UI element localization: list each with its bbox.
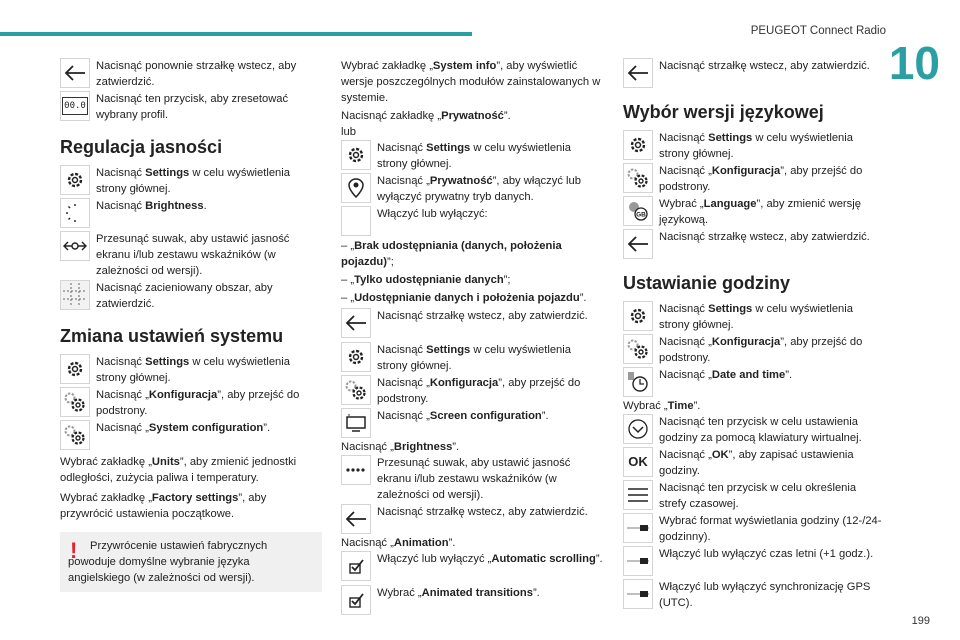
gear-icon bbox=[60, 165, 90, 195]
instruction-row: Nacisnąć Settings w celu wyświetlenia strony głównej. bbox=[60, 354, 322, 386]
instruction-row: Nacisnąć „System configuration”. bbox=[60, 420, 322, 450]
grid-area-icon bbox=[60, 280, 90, 310]
list-item: – „Brak udostępniania (danych, położenia pojazdu)”; bbox=[341, 240, 562, 268]
instruction-row: Nacisnąć Settings w celu wyświetlenia strony głównej. bbox=[341, 342, 603, 374]
instruction-row: Nacisnąć strzałkę wstecz, aby zatwierdzić. bbox=[341, 504, 603, 534]
section-heading-time: Ustawianie godziny bbox=[623, 273, 791, 293]
back-arrow-icon bbox=[341, 308, 371, 338]
instruction-row bbox=[60, 91, 322, 123]
instruction-row: Nacisnąć „Konfiguracja”, aby przejść do podstrony. bbox=[623, 334, 885, 366]
instruction-row: Nacisnąć „Konfiguracja”, aby przejść do podstrony. bbox=[623, 163, 885, 195]
instruction-row: Nacisnąć „Date and time”. bbox=[623, 367, 885, 397]
column-2 bbox=[341, 58, 603, 616]
dots-slider-icon bbox=[341, 455, 371, 485]
instruction-row: Przesunąć suwak, aby ustawić jasność ekranu i/lub zestawu wskaźników (w zależności od wersji). bbox=[341, 455, 603, 503]
back-arrow-icon bbox=[341, 504, 371, 534]
chapter-number: 10 bbox=[888, 37, 940, 89]
edit-dropdown-icon bbox=[623, 414, 653, 444]
clock-icon bbox=[623, 367, 653, 397]
instruction-row: Nacisnąć Settings w celu wyświetlenia strony głównej. bbox=[341, 140, 603, 172]
section-heading-brightness: Regulacja jasności bbox=[60, 137, 223, 157]
slider-icon bbox=[60, 231, 90, 261]
checkbox-icon bbox=[341, 551, 371, 581]
instruction-row: Nacisnąć strzałkę wstecz, aby zatwierdzić. bbox=[623, 229, 885, 259]
double-gear-icon bbox=[623, 334, 653, 364]
instruction-text: Nacisnąć strzałkę wstecz, aby zatwierdzić. bbox=[659, 60, 870, 72]
double-gear-icon bbox=[623, 163, 653, 193]
toggle-icon bbox=[623, 546, 653, 576]
instruction-row: OK Nacisnąć „OK”, aby zapisać ustawienia godziny. bbox=[623, 447, 885, 479]
reset-counter-icon: 00.0 bbox=[60, 91, 90, 121]
instruction-row: GB Wybrać „Language”, aby zmienić wersję językową. bbox=[623, 196, 885, 228]
header-accent-bar bbox=[0, 32, 472, 36]
double-gear-icon bbox=[341, 375, 371, 405]
instruction-row: Nacisnąć zacieniowany obszar, aby zatwierdzić. bbox=[60, 280, 322, 312]
page-number: 199 bbox=[911, 615, 930, 627]
blank-icon bbox=[341, 206, 371, 236]
toggle-icon bbox=[623, 513, 653, 543]
paragraph: Nacisnąć „Animation”. bbox=[341, 537, 456, 549]
instruction-row: Włączyć lub wyłączyć „Automatic scrolling”. bbox=[341, 551, 603, 581]
paragraph: Wybrać zakładkę „Factory settings”, aby przywrócić ustawienia początkowe. bbox=[60, 492, 267, 520]
instruction-row: Nacisnąć „Konfiguracja”, aby przejść do podstrony. bbox=[341, 375, 603, 407]
back-arrow-icon bbox=[60, 58, 90, 88]
paragraph: Wybrać zakładkę „Units”, aby zmienić jednostki odległości, zużycia paliwa i temperatury. bbox=[60, 456, 297, 484]
instruction-row: Nacisnąć Settings w celu wyświetlenia strony głównej. bbox=[623, 130, 885, 162]
paragraph: Wybrać „Time”. bbox=[623, 400, 701, 412]
column-3 bbox=[623, 58, 885, 612]
list-item: – „Tylko udostępnianie danych”; bbox=[341, 274, 511, 286]
paragraph-or: lub bbox=[341, 126, 356, 138]
brightness-icon bbox=[60, 198, 90, 228]
paragraph: Nacisnąć zakładkę „Prywatność”. bbox=[341, 110, 511, 122]
screen-icon bbox=[341, 408, 371, 438]
instruction-row: Nacisnąć „Prywatność”, aby włączyć lub wyłączyć prywatny tryb danych. bbox=[341, 173, 603, 205]
instruction-row: Przesunąć suwak, aby ustawić jasność ekranu i/lub zestawu wskaźników (w zależności od wersji). bbox=[60, 231, 322, 279]
instruction-row: Włączyć lub wyłączyć: bbox=[341, 206, 603, 236]
instruction-text: Nacisnąć ten przycisk, aby zresetować wybrany profil. bbox=[96, 93, 289, 121]
gear-icon bbox=[623, 301, 653, 331]
instruction-text: Nacisnąć ponownie strzałkę wstecz, aby zatwierdzić. bbox=[96, 60, 297, 88]
instruction-row bbox=[60, 58, 322, 90]
double-gear-icon bbox=[60, 420, 90, 450]
back-arrow-icon bbox=[623, 58, 653, 88]
list-item: – „Udostępnianie danych i położenia pojazdu”. bbox=[341, 292, 587, 304]
gear-icon bbox=[341, 342, 371, 372]
ok-icon: OK bbox=[623, 447, 653, 477]
instruction-row: Nacisnąć Settings w celu wyświetlenia strony głównej. bbox=[60, 165, 322, 197]
toggle-icon bbox=[623, 579, 653, 609]
instruction-row: Nacisnąć strzałkę wstecz, aby zatwierdzić. bbox=[341, 308, 603, 338]
menu-list-icon bbox=[623, 480, 653, 510]
language-badge: GB bbox=[636, 211, 646, 219]
instruction-row: Nacisnąć Brightness. bbox=[60, 198, 322, 228]
gear-icon bbox=[341, 140, 371, 170]
header-title: PEUGEOT Connect Radio bbox=[750, 25, 886, 37]
instruction-row: Włączyć lub wyłączyć synchronizację GPS (UTC). bbox=[623, 579, 885, 611]
instruction-row: Wybrać format wyświetlania godziny (12-/24-godzinny). bbox=[623, 513, 885, 545]
warning-icon: ! bbox=[70, 538, 78, 563]
warning-note: ! Przywrócenie ustawień fabrycznych powoduje domyślne wybranie języka angielskiego (w zależności od wersji). bbox=[60, 532, 322, 592]
instruction-row: Włączyć lub wyłączyć czas letni (+1 godz.). bbox=[623, 546, 885, 576]
column-1 bbox=[60, 58, 322, 592]
instruction-row: Nacisnąć „Screen configuration”. bbox=[341, 408, 603, 438]
language-icon bbox=[623, 196, 653, 226]
instruction-row: Nacisnąć ten przycisk w celu ustawienia godziny za pomocą klawiatury wirtualnej. bbox=[623, 414, 885, 446]
instruction-row bbox=[623, 58, 885, 88]
paragraph: Wybrać zakładkę „System info”, aby wyświetlić wersje poszczególnych modułów zainstalowanych w systemie. bbox=[341, 60, 601, 104]
gear-icon bbox=[60, 354, 90, 384]
back-arrow-icon bbox=[623, 229, 653, 259]
section-heading-system: Zmiana ustawień systemu bbox=[60, 326, 284, 346]
section-heading-language: Wybór wersji językowej bbox=[623, 102, 824, 122]
instruction-row: Nacisnąć Settings w celu wyświetlenia strony głównej. bbox=[623, 301, 885, 333]
instruction-row: Nacisnąć ten przycisk w celu określenia strefy czasowej. bbox=[623, 480, 885, 512]
privacy-pin-icon bbox=[341, 173, 371, 203]
double-gear-icon bbox=[60, 387, 90, 417]
instruction-row: Nacisnąć „Konfiguracja”, aby przejść do podstrony. bbox=[60, 387, 322, 419]
checkbox-icon bbox=[341, 585, 371, 615]
instruction-row: Wybrać „Animated transitions”. bbox=[341, 585, 603, 615]
gear-icon bbox=[623, 130, 653, 160]
paragraph: Nacisnąć „Brightness”. bbox=[341, 441, 460, 453]
